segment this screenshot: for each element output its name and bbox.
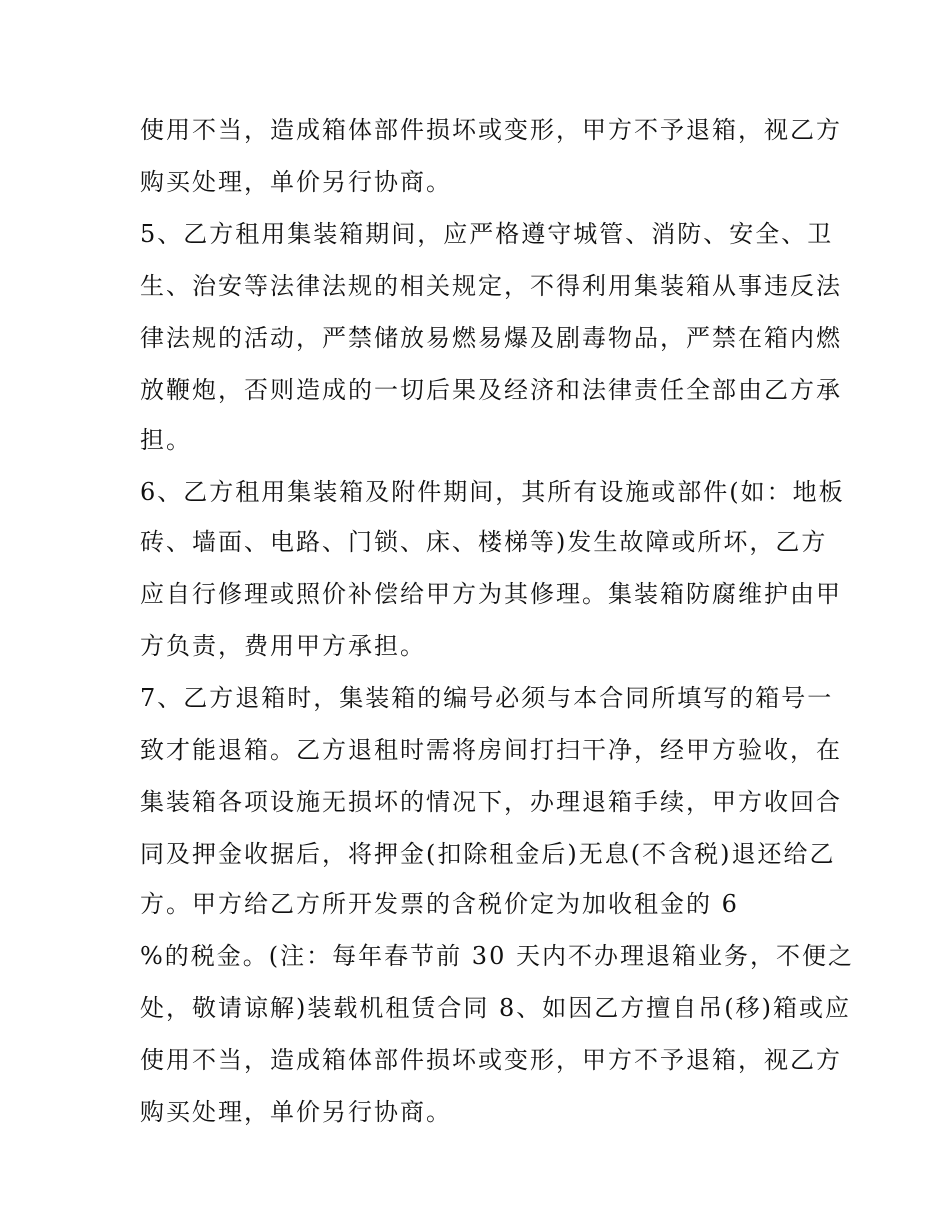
text-line: 同及押金收据后，将押金(扣除租金后)无息(不含税)退还给乙 — [140, 840, 836, 868]
text-line: 处，敬请谅解)装载机租赁合同 8、如因乙方擅自吊(移)箱或应 — [140, 994, 851, 1022]
text-line: 担。 — [140, 426, 192, 454]
text-line: 放鞭炮，否则造成的一切后果及经济和法律责任全部由乙方承 — [140, 376, 842, 404]
text-line: 集装箱各项设施无损坏的情况下，办理退箱手续，甲方收回合 — [140, 788, 842, 816]
text-line: 使用不当，造成箱体部件损坏或变形，甲方不予退箱，视乙方 — [140, 116, 842, 144]
text-line: 使用不当，造成箱体部件损坏或变形，甲方不予退箱，视乙方 — [140, 1046, 842, 1074]
text-line: 5、乙方租用集装箱期间，应严格遵守城管、消防、安全、卫 — [140, 220, 834, 248]
text-line: 7、乙方退箱时，集装箱的编号必须与本合同所填写的箱号一 — [140, 684, 834, 712]
text-line: %的税金。(注：每年春节前 30 天内不办理退箱业务，不便之 — [140, 942, 854, 970]
text-line: 致才能退箱。乙方退租时需将房间打扫干净，经甲方验收，在 — [140, 736, 842, 764]
text-line: 购买处理，单价另行协商。 — [140, 168, 452, 196]
text-line: 应自行修理或照价补偿给甲方为其修理。集装箱防腐维护由甲 — [140, 580, 842, 608]
text-line: 购买处理，单价另行协商。 — [140, 1098, 452, 1126]
text-line: 律法规的活动，严禁储放易燃易爆及剧毒物品，严禁在箱内燃 — [140, 324, 842, 352]
text-line: 6、乙方租用集装箱及附件期间，其所有设施或部件(如：地板 — [140, 478, 845, 506]
text-line: 生、治安等法律法规的相关规定，不得利用集装箱从事违反法 — [140, 272, 842, 300]
text-line: 方。甲方给乙方所开发票的含税价定为加收租金的 6 — [140, 890, 739, 918]
text-line: 砖、墙面、电路、门锁、床、楼梯等)发生故障或所坏，乙方 — [140, 528, 828, 556]
text-line: 方负责，费用甲方承担。 — [140, 632, 426, 660]
